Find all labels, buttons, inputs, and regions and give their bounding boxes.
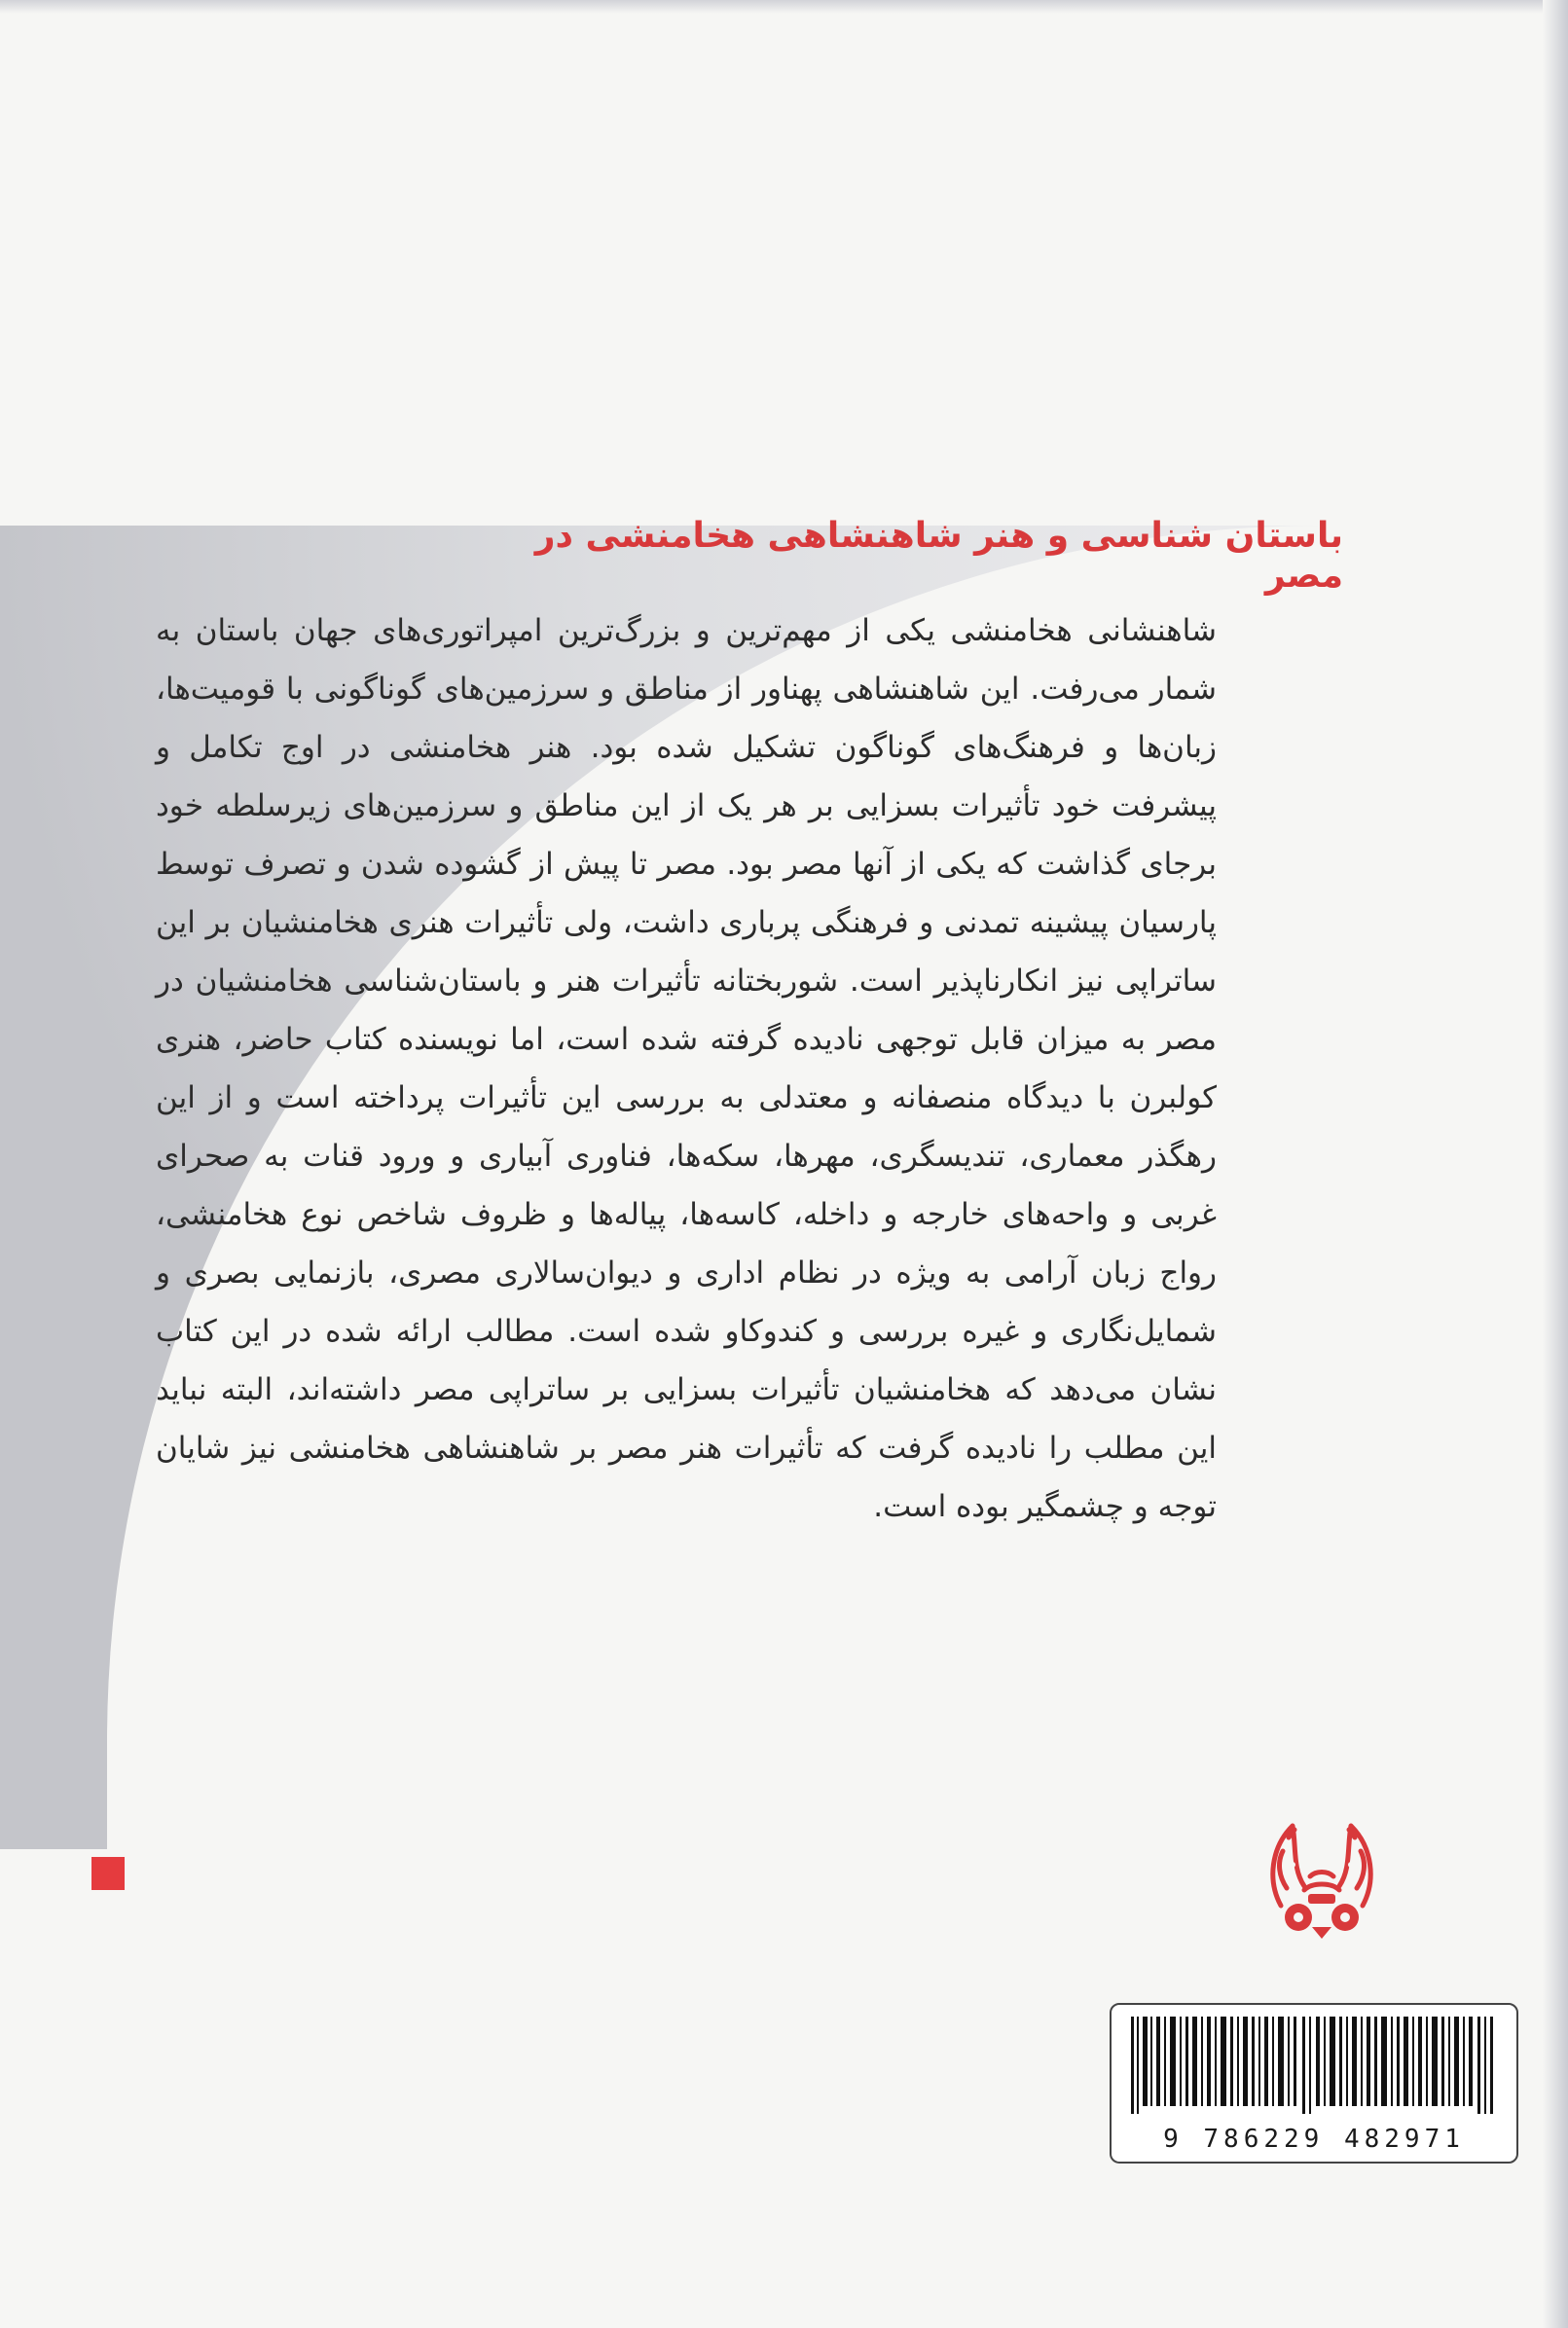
book-title: باستان شناسی و هنر شاهنشاهی هخامنشی در مصر <box>534 516 1343 596</box>
cover-right-edge <box>1543 0 1568 2328</box>
book-description: شاهنشانی هخامنشی یکی از مهم‌ترین و بزرگ‌ترین امپراتوری‌های جهان باستان به شمار می‌رفت. این شاهنشاهی پهناور از مناطق و سرزمین‌های گوناگونی با قومیت‌ها، زبان‌ها و فرهنگ‌های گوناگون تشکیل شده بود. هنر هخامنشی در اوج تکامل و پیشرفت خود تأثیرات بسزایی بر هر یک از این مناطق و سرزمین‌های زیرسلطه خود برجای گذاشت که یکی از آنها مصر بود. مصر تا پیش از گشوده شدن و تصرف توسط پارسیان پیشینه تمدنی و فرهنگی پرباری داشت، ولی تأثیرات هنری هخامنشیان بر این ساتراپی نیز انکارناپذیر است. شوربختانه تأثیرات هنر و باستان‌شناسی هخامنشیان در مصر به میزان قابل توجهی نادیده گرفته شده است، اما نویسنده کتاب حاضر، هنری کولبرن با دیدگاه منصفانه و معتدلی به بررسی این تأثیرات پرداخته است و از این رهگذر معماری، تندیسگری، مهرها، سکه‌ها، فناوری آبیاری و ورود قنات به صحرای غربی و واحه‌های خارجه و داخله، کاسه‌ها، پیاله‌ها و ظروف شاخص نوع هخامنشی، رواج زبان آرامی به ویژه در نظام اداری و دیوان‌سالاری مصری، بازنمایی بصری و شمایل‌نگاری و غیره بررسی و کندوکاو شده است. مطالب ارائه شده در این کتاب نشان می‌دهد که هخامنشیان تأثیرات بسزایی بر ساتراپی مصر داشته‌اند، البته نباید این مطلب را نادیده گرفت که تأثیرات هنر مصر بر شاهنشاهی هخامنشی نیز شایان توجه و چشمگیر بوده است. <box>156 613 1217 1524</box>
isbn-barcode <box>1110 2003 1518 2164</box>
red-square-icon <box>91 1857 125 1890</box>
isbn-digits: 9 786229 482971 <box>1163 2125 1465 2154</box>
cover-top-edge <box>0 0 1568 14</box>
ornamental-animal-emblem-icon <box>1254 1808 1390 1945</box>
barcode-bars <box>1125 2017 1503 2114</box>
